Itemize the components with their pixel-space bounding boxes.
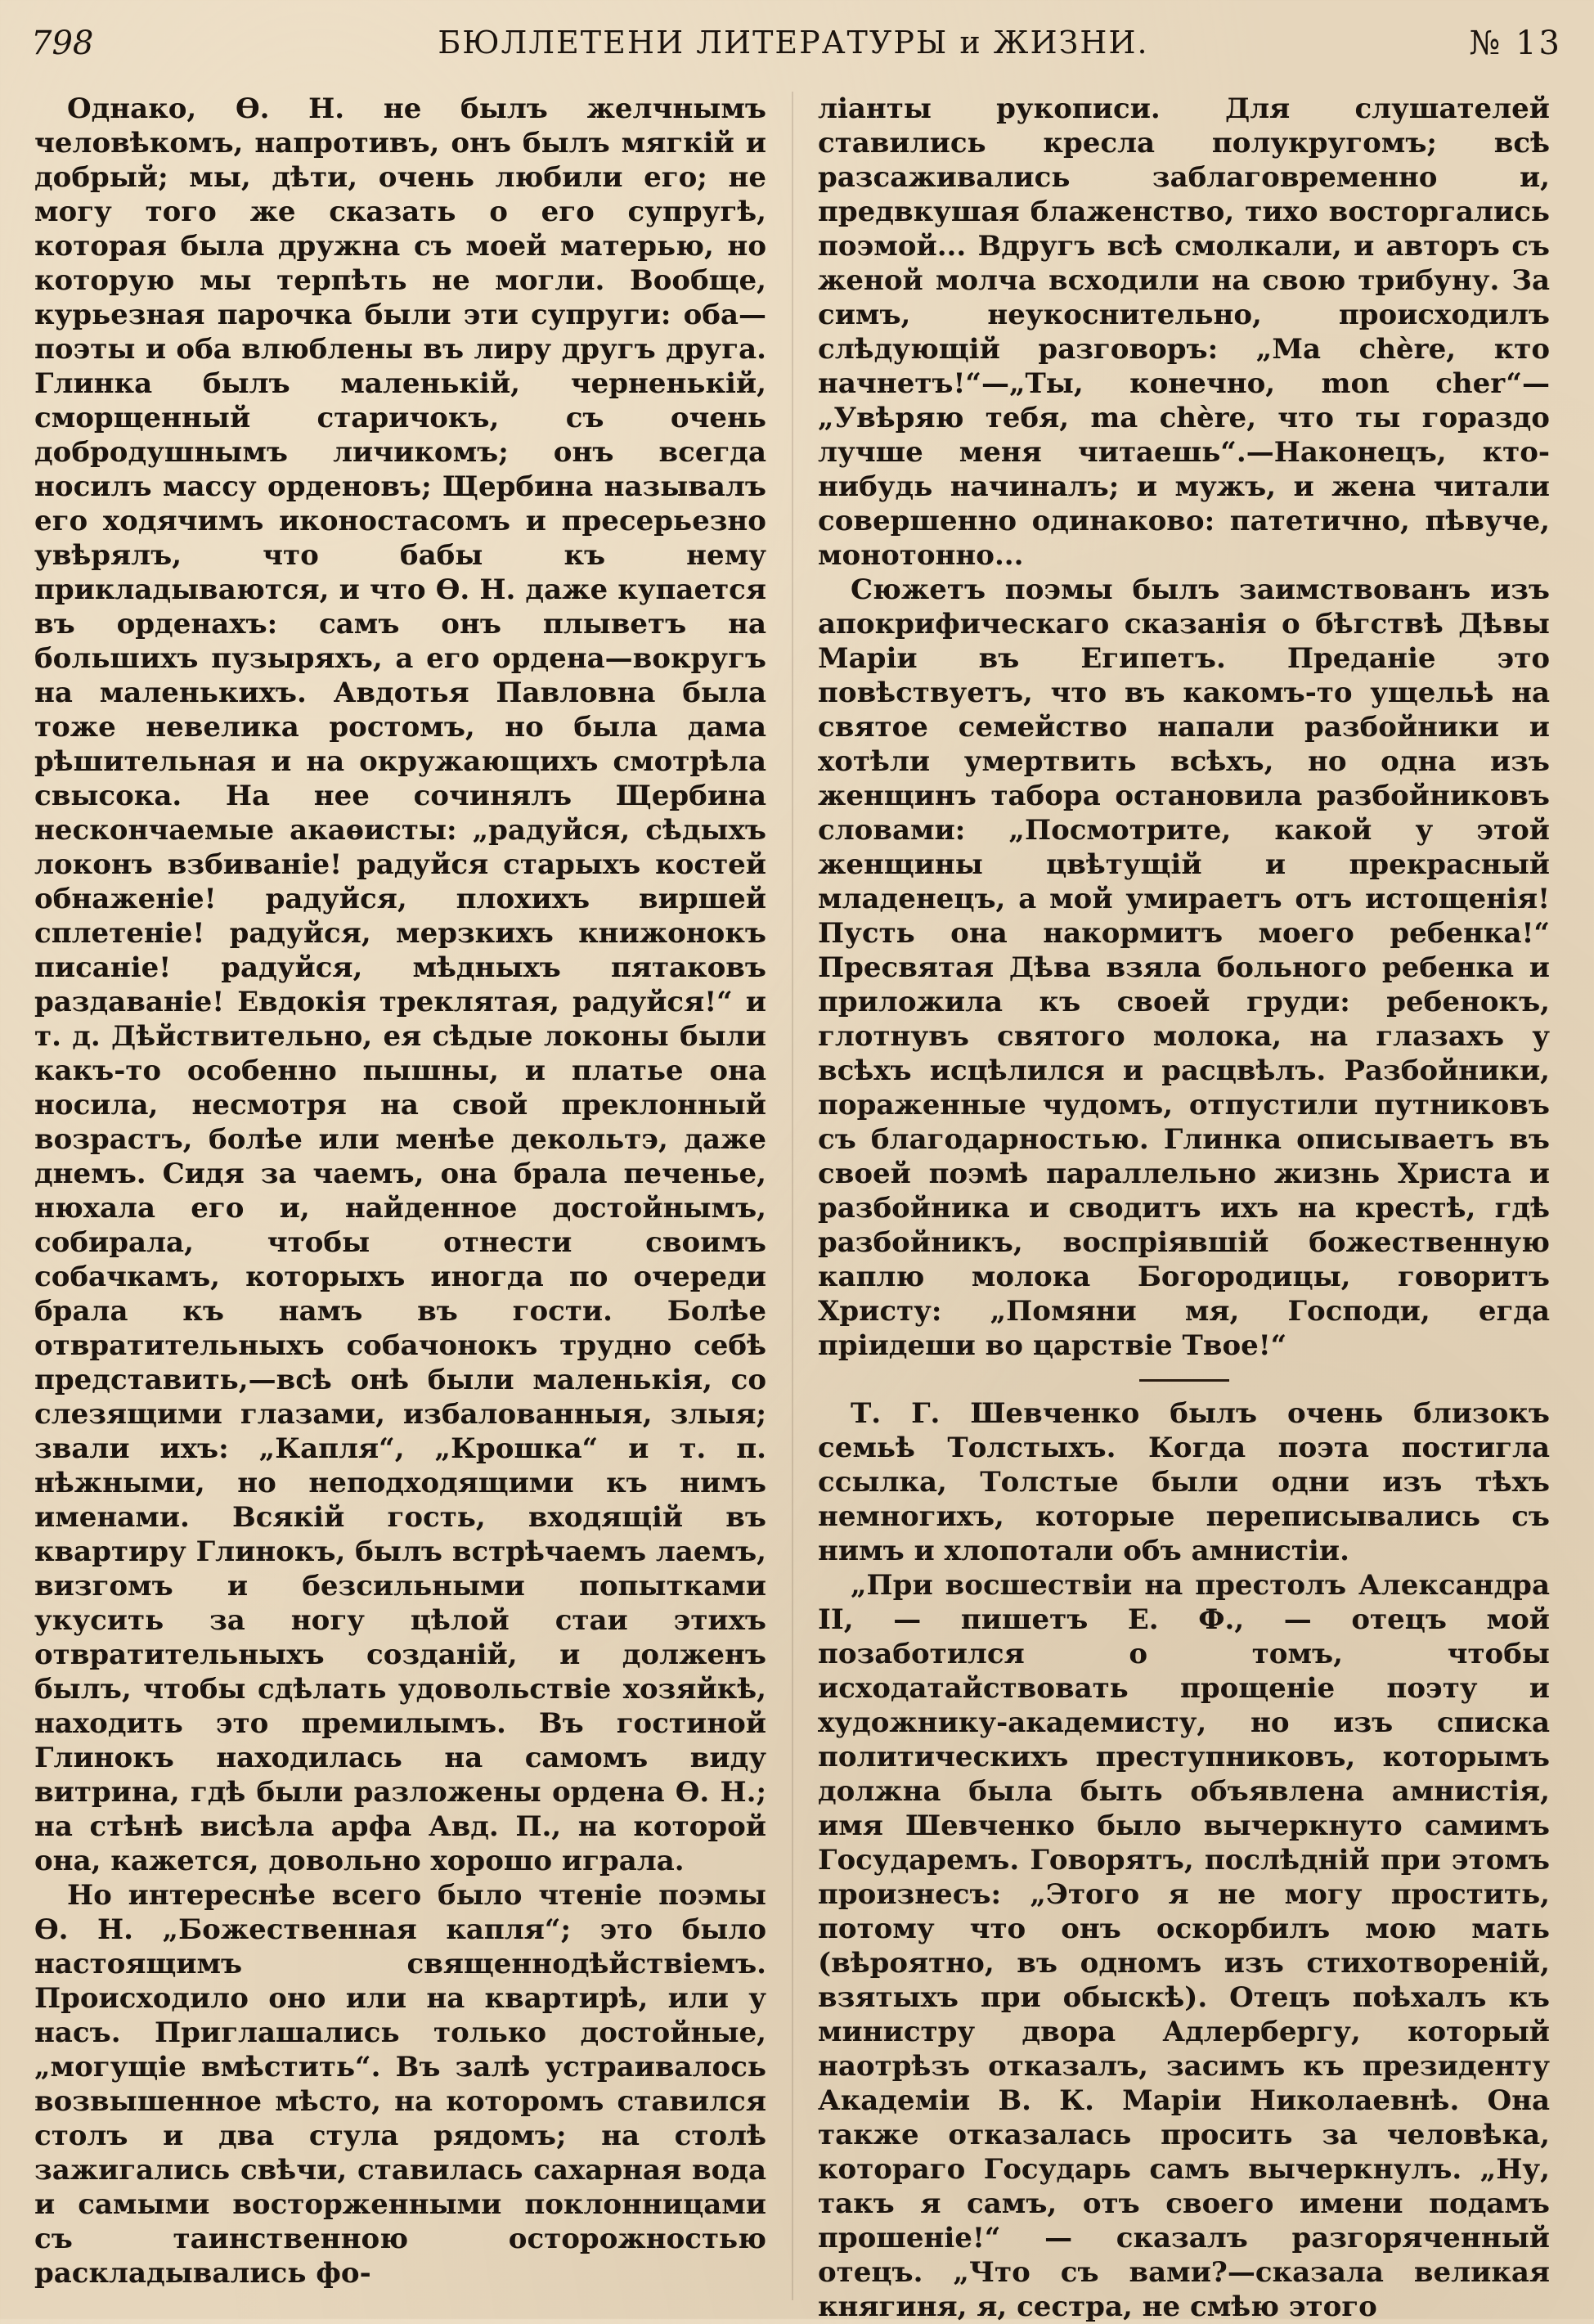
right-column (818, 92, 1550, 2324)
issue-number: № 13 (1469, 25, 1562, 62)
page-header (25, 20, 1562, 69)
paragraph: Т. Г. Шевченко былъ очень близокъ семьѣ Толстыхъ. Когда поэта постигла ссылка, Толстые были одни изъ тѣхъ немногихъ, которые переписывались съ нимъ и хлопотали объ амнистіи. (818, 1397, 1550, 1567)
paragraph: Но интереснѣе всего было чтеніе поэмы Ѳ. Н. „Божественная капля“; это было настоящимъ священнодѣйствіемъ. Происходило оно или на квартирѣ, или у насъ. Приглашались только достойные, „могущіе вмѣстить“. Въ залѣ устраивалось возвышенное мѣсто, на которомъ ставился столъ и два стула рядомъ; на столѣ зажигались свѣчи, ставилась сахарная вода и самыми восторженными поклонницами съ таинственною осторожностью раскладывались фо- (34, 1879, 766, 2290)
paragraph: ліанты рукописи. Для слушателей ставились кресла полукругомъ; всѣ разсаживались заблаговременно и, предвкушая блаженство, тихо восторгались поэмой... Вдругъ всѣ смолкали, и авторъ съ женой молча всходили на свою трибуну. За симъ, неукоснительно, происходилъ слѣдующій разговоръ: „Ma chère, кто начнетъ!“—„Ты, конечно, mon cher“—„Увѣряю тебя, ma chère, что ты гораздо лучше меня читаешь“.—Наконецъ, кто-нибудь начиналъ; и мужъ, и жена читали совершенно одинаково: патетично, пѣвуче, монотонно... (818, 92, 1550, 572)
column-gutter (792, 92, 793, 2300)
section-separator (1139, 1379, 1229, 1382)
left-column (34, 92, 766, 2290)
paragraph: Однако, Ѳ. Н. не былъ желчнымъ человѣкомъ, напротивъ, онъ былъ мягкій и добрый; мы, дѣти, очень любили его; не могу того же сказать о его супругѣ, которая была дружна съ моей матерью, но которую мы терпѣть не могли. Вообще, курьезная парочка были эти супруги: оба—поэты и оба влюблены въ лиру другъ друга. Глинка былъ маленькій, черненькій, сморщенный старичокъ, съ очень добродушнымъ личикомъ; онъ всегда носилъ массу орденовъ; Щербина называлъ его ходячимъ иконостасомъ и пресерьезно увѣрялъ, что бабы къ нему прикладываются, и что Ѳ. Н. даже купается въ орденахъ: самъ онъ плыветъ на большихъ пузыряхъ, а его ордена—вокругъ на маленькихъ. Авдотья Павловна была тоже невелика ростомъ, но была дама рѣшительная и на окружающихъ смотрѣла свысока. На нее сочинялъ Щербина нескончаемые акаѳисты: „радуйся, сѣдыхъ локонъ взбиваніе! радуйся старыхъ костей обнаженіе! радуйся, плохихъ виршей сплетеніе! радуйся, мерзкихъ книжонокъ писаніе! радуйся, мѣдныхъ пятаковъ раздаваніе! Евдокія треклятая, радуйся!“ и т. д. Дѣйствительно, ея сѣдые локоны были какъ-то особенно пышны, и платье она носила, несмотря на свой преклонный возрастъ, болѣе или менѣе декольтэ, даже днемъ. Сидя за чаемъ, она брала печенье, нюхала его и, найденное достойнымъ, собирала, чтобы отнести своимъ собачкамъ, которыхъ иногда по очереди брала къ намъ въ гости. Болѣе отвратительныхъ собачонокъ трудно себѣ представить,—всѣ онѣ были маленькія, со слезящими глазами, избалованныя, злыя; звали ихъ: „Капля“, „Крошка“ и т. п. нѣжными, но неподходящими къ нимъ именами. Всякій гость, входящій въ квартиру Глинокъ, былъ встрѣчаемъ лаемъ, визгомъ и безсильными попытками укусить за ногу цѣлой стаи этихъ отвратительныхъ созданій, и долженъ былъ, чтобы сдѣлать удовольствіе хозяйкѣ, находить это премилымъ. Въ гостиной Глинокъ находилась на самомъ виду витрина, гдѣ были разложены ордена Ѳ. Н.; на стѣнѣ висѣла арфа Авд. П., на которой она, кажется, довольно хорошо играла. (34, 92, 766, 1877)
journal-title: БЮЛЛЕТЕНИ ЛИТЕРАТУРЫ и ЖИЗНИ. (438, 25, 1149, 61)
paragraph: „При восшествіи на престолъ Александра II, — пишетъ Е. Ф., — отецъ мой позаботился о томъ, чтобы исходатайствовать прощеніе поэту и художнику-академисту, но изъ списка политическихъ преступниковъ, которымъ должна была быть объявлена амнистія, имя Шевченко было вычеркнуто самимъ Государемъ. Говорятъ, послѣдній при этомъ произнесъ: „Этого я не могу простить, потому что онъ оскорбилъ мою мать (вѣроятно, въ одномъ изъ стихотвореній, взятыхъ при обыскѣ). Отецъ поѣхалъ къ министру двора Адлербергу, который наотрѣзъ отказалъ, засимъ къ президенту Академіи В. К. Маріи Николаевнѣ. Она также отказалась просить за человѣка, котораго Государь самъ вычеркнулъ. „Ну, такъ я самъ, отъ своего имени подамъ прошеніе!“ — сказалъ разгоряченный отецъ. „Что съ вами?—сказала великая княгиня, я, сестра, не смѣю этого (818, 1569, 1550, 2323)
paragraph: Сюжетъ поэмы былъ заимствованъ изъ апокрифическаго сказанія о бѣгствѣ Дѣвы Маріи въ Египетъ. Преданіе это повѣствуетъ, что въ какомъ-то ущельѣ на святое семейство напали разбойники и хотѣли умертвить всѣхъ, но одна изъ женщинъ табора остановила разбойниковъ словами: „Посмотрите, какой у этой женщины цвѣтущій и прекрасный младенецъ, а мой умираетъ отъ истощенія! Пусть она накормитъ моего ребенка!“ Пресвятая Дѣва взяла больного ребенка и приложила къ своей груди: ребенокъ, глотнувъ святого молока, на глазахъ у всѣхъ исцѣлился и расцвѣлъ. Разбойники, пораженные чудомъ, отпустили путниковъ съ благодарностью. Глинка описываетъ въ своей поэмѣ параллельно жизнь Христа и разбойника и сводитъ ихъ на крестѣ, гдѣ разбойникъ, воспріявшій божественную каплю молока Богородицы, говоритъ Христу: „Помяни мя, Господи, егда пріидеши во царствіе Твое!“ (818, 573, 1550, 1362)
page-number: 798 (31, 25, 94, 62)
